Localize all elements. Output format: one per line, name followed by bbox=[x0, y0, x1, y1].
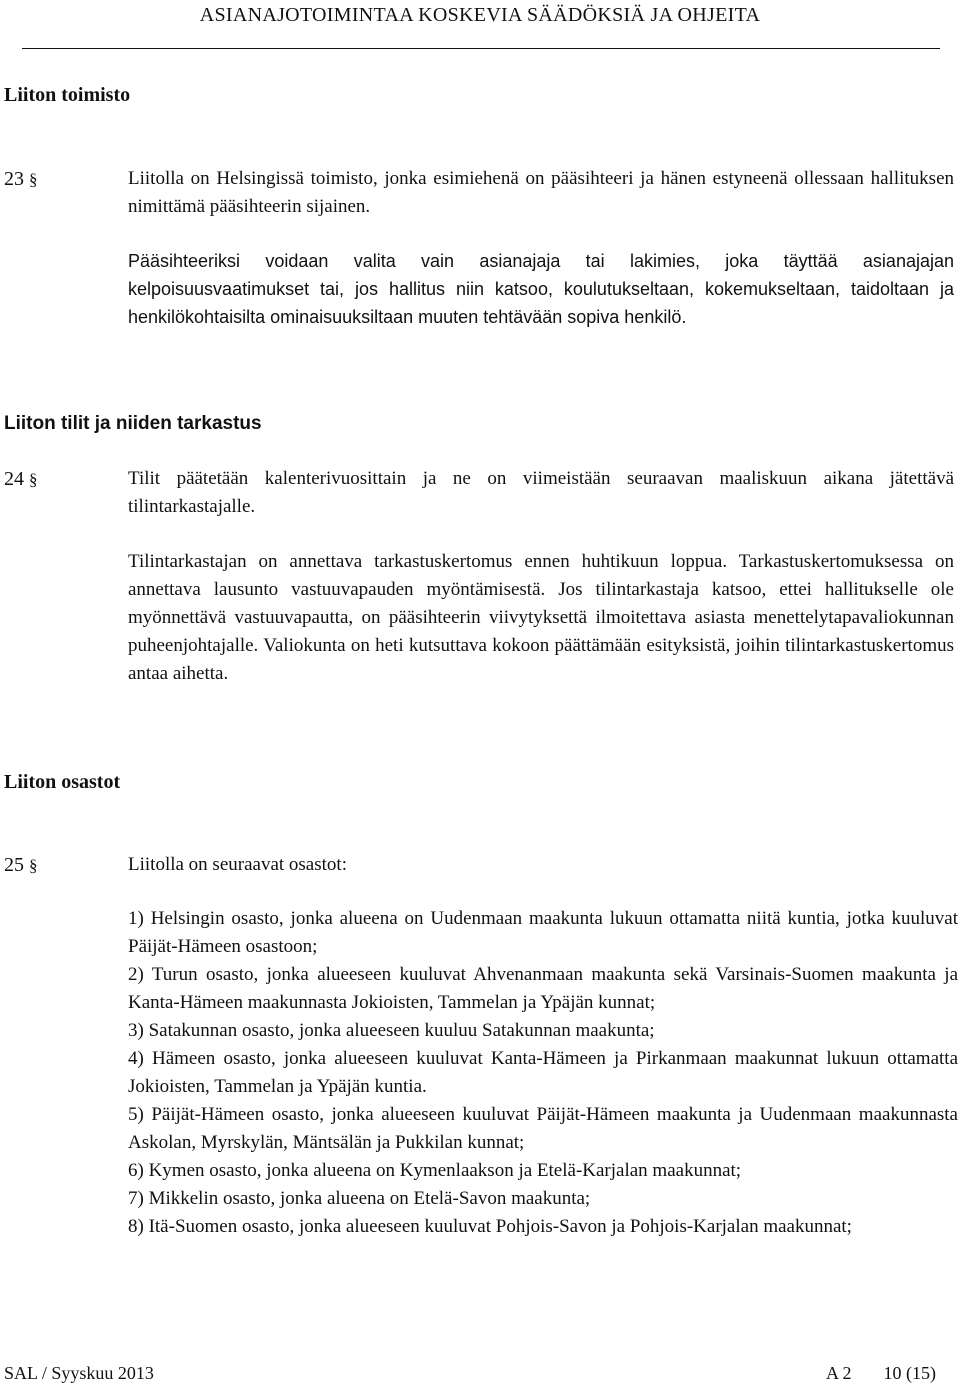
section-number bbox=[4, 165, 38, 194]
section-heading-branches: Liiton osastot bbox=[4, 771, 121, 793]
section-number bbox=[4, 851, 38, 880]
list-item: 2) Turun osasto, jonka alueeseen kuuluvat Ahvenanmaan maakunta sekä Varsinais-Suomen maakunta ja Kanta-Hämeen maakunnasta Jokioisten, Tammelan ja Ypäjän kunnat; bbox=[128, 964, 958, 1013]
list-item: 4) Hämeen osasto, jonka alueeseen kuuluvat Kanta-Hämeen ja Pirkanmaan maakunnat lukuun ottamatta Jokioisten, Tammelan ja Ypäjän kuntia. bbox=[128, 1048, 958, 1097]
list-item: 6) Kymen osasto, jonka alueena on Kymenlaakson ja Etelä-Karjalan maakunnat; bbox=[128, 1160, 742, 1181]
branch-list bbox=[128, 905, 958, 1241]
header-divider bbox=[22, 48, 940, 49]
section-number-value: 23 bbox=[4, 168, 24, 190]
section-sign-icon: § bbox=[29, 470, 38, 489]
section-heading-accounts: Liiton tilit ja niiden tarkastus bbox=[4, 413, 262, 434]
footer-page-info bbox=[826, 1362, 936, 1384]
section-number-value: 24 bbox=[4, 468, 24, 490]
paragraph-branches-intro: Liitolla on seuraavat osastot: bbox=[128, 854, 347, 875]
section-sign-icon: § bbox=[29, 856, 38, 875]
list-item: 1) Helsingin osasto, jonka alueena on Uudenmaan maakunta lukuun ottamatta niitä kuntia, jotka kuuluvat Päijät-Hämeen osastoon; bbox=[128, 908, 958, 957]
paragraph-accounts-2: Tilintarkastajan on annettava tarkastuskertomus ennen huhtikuun loppua. Tarkastuskertomuksessa on annettava lausunto vastuuvapauden myöntämisestä. Jos tilintarkastaja katsoo, ettei hallitukselle ole myönnettävä vastuuvapautta, on pääsihteerin viivytyksettä ilmoitettava asiasta menettelytapavaliokunnan puheenjohtajalle. Valiokunta on heti kutsuttava kokoon päättämään esityksistä, joihin tilintarkastuskertomus antaa aihetta. bbox=[128, 551, 954, 684]
page-header-title: ASIANAJOTOIMINTAA KOSKEVIA SÄÄDÖKSIÄ JA OHJEITA bbox=[199, 4, 761, 26]
paragraph-office-1: Liitolla on Helsingissä toimisto, jonka esimiehenä on pääsihteeri ja hänen estyneenä ollessaan hallituksen nimittämä pääsihteerin sijainen. bbox=[128, 168, 954, 217]
section-number-value: 25 bbox=[4, 854, 24, 876]
footer-section-code: A 2 bbox=[825, 1363, 852, 1383]
list-item: 5) Päijät-Hämeen osasto, jonka alueeseen kuuluvat Päijät-Hämeen maakunta ja Uudenmaan maakunnasta Askolan, Myrskylän, Mäntsälän ja Pukkilan kunnat; bbox=[128, 1104, 958, 1153]
footer-publication: SAL / Syyskuu 2013 bbox=[4, 1363, 154, 1383]
paragraph-accounts-1: Tilit päätetään kalenterivuosittain ja ne on viimeistään seuraavan maaliskuun aikana jätettävä tilintarkastajalle. bbox=[128, 468, 954, 517]
footer-page-number: 10 (15) bbox=[883, 1363, 936, 1383]
list-item: 7) Mikkelin osasto, jonka alueena on Etelä-Savon maakunta; bbox=[128, 1188, 591, 1209]
list-item: 3) Satakunnan osasto, jonka alueeseen kuuluu Satakunnan maakunta; bbox=[128, 1020, 655, 1041]
section-number bbox=[4, 465, 38, 494]
paragraph-office-2: Pääsihteeriksi voidaan valita vain asianajaja tai lakimies, joka täyttää asianajajan kelpoisuusvaatimukset tai, jos hallitus niin katsoo, koulutukseltaan, kokemukseltaan, taidoltaan ja henkilökohtaisilta ominaisuuksiltaan muuten tehtävään sopiva henkilö. bbox=[128, 251, 954, 327]
list-item: 8) Itä-Suomen osasto, jonka alueeseen kuuluvat Pohjois-Savon ja Pohjois-Karjalan maakunnat; bbox=[128, 1216, 852, 1237]
section-sign-icon: § bbox=[29, 170, 38, 189]
section-heading-office: Liiton toimisto bbox=[4, 84, 131, 106]
